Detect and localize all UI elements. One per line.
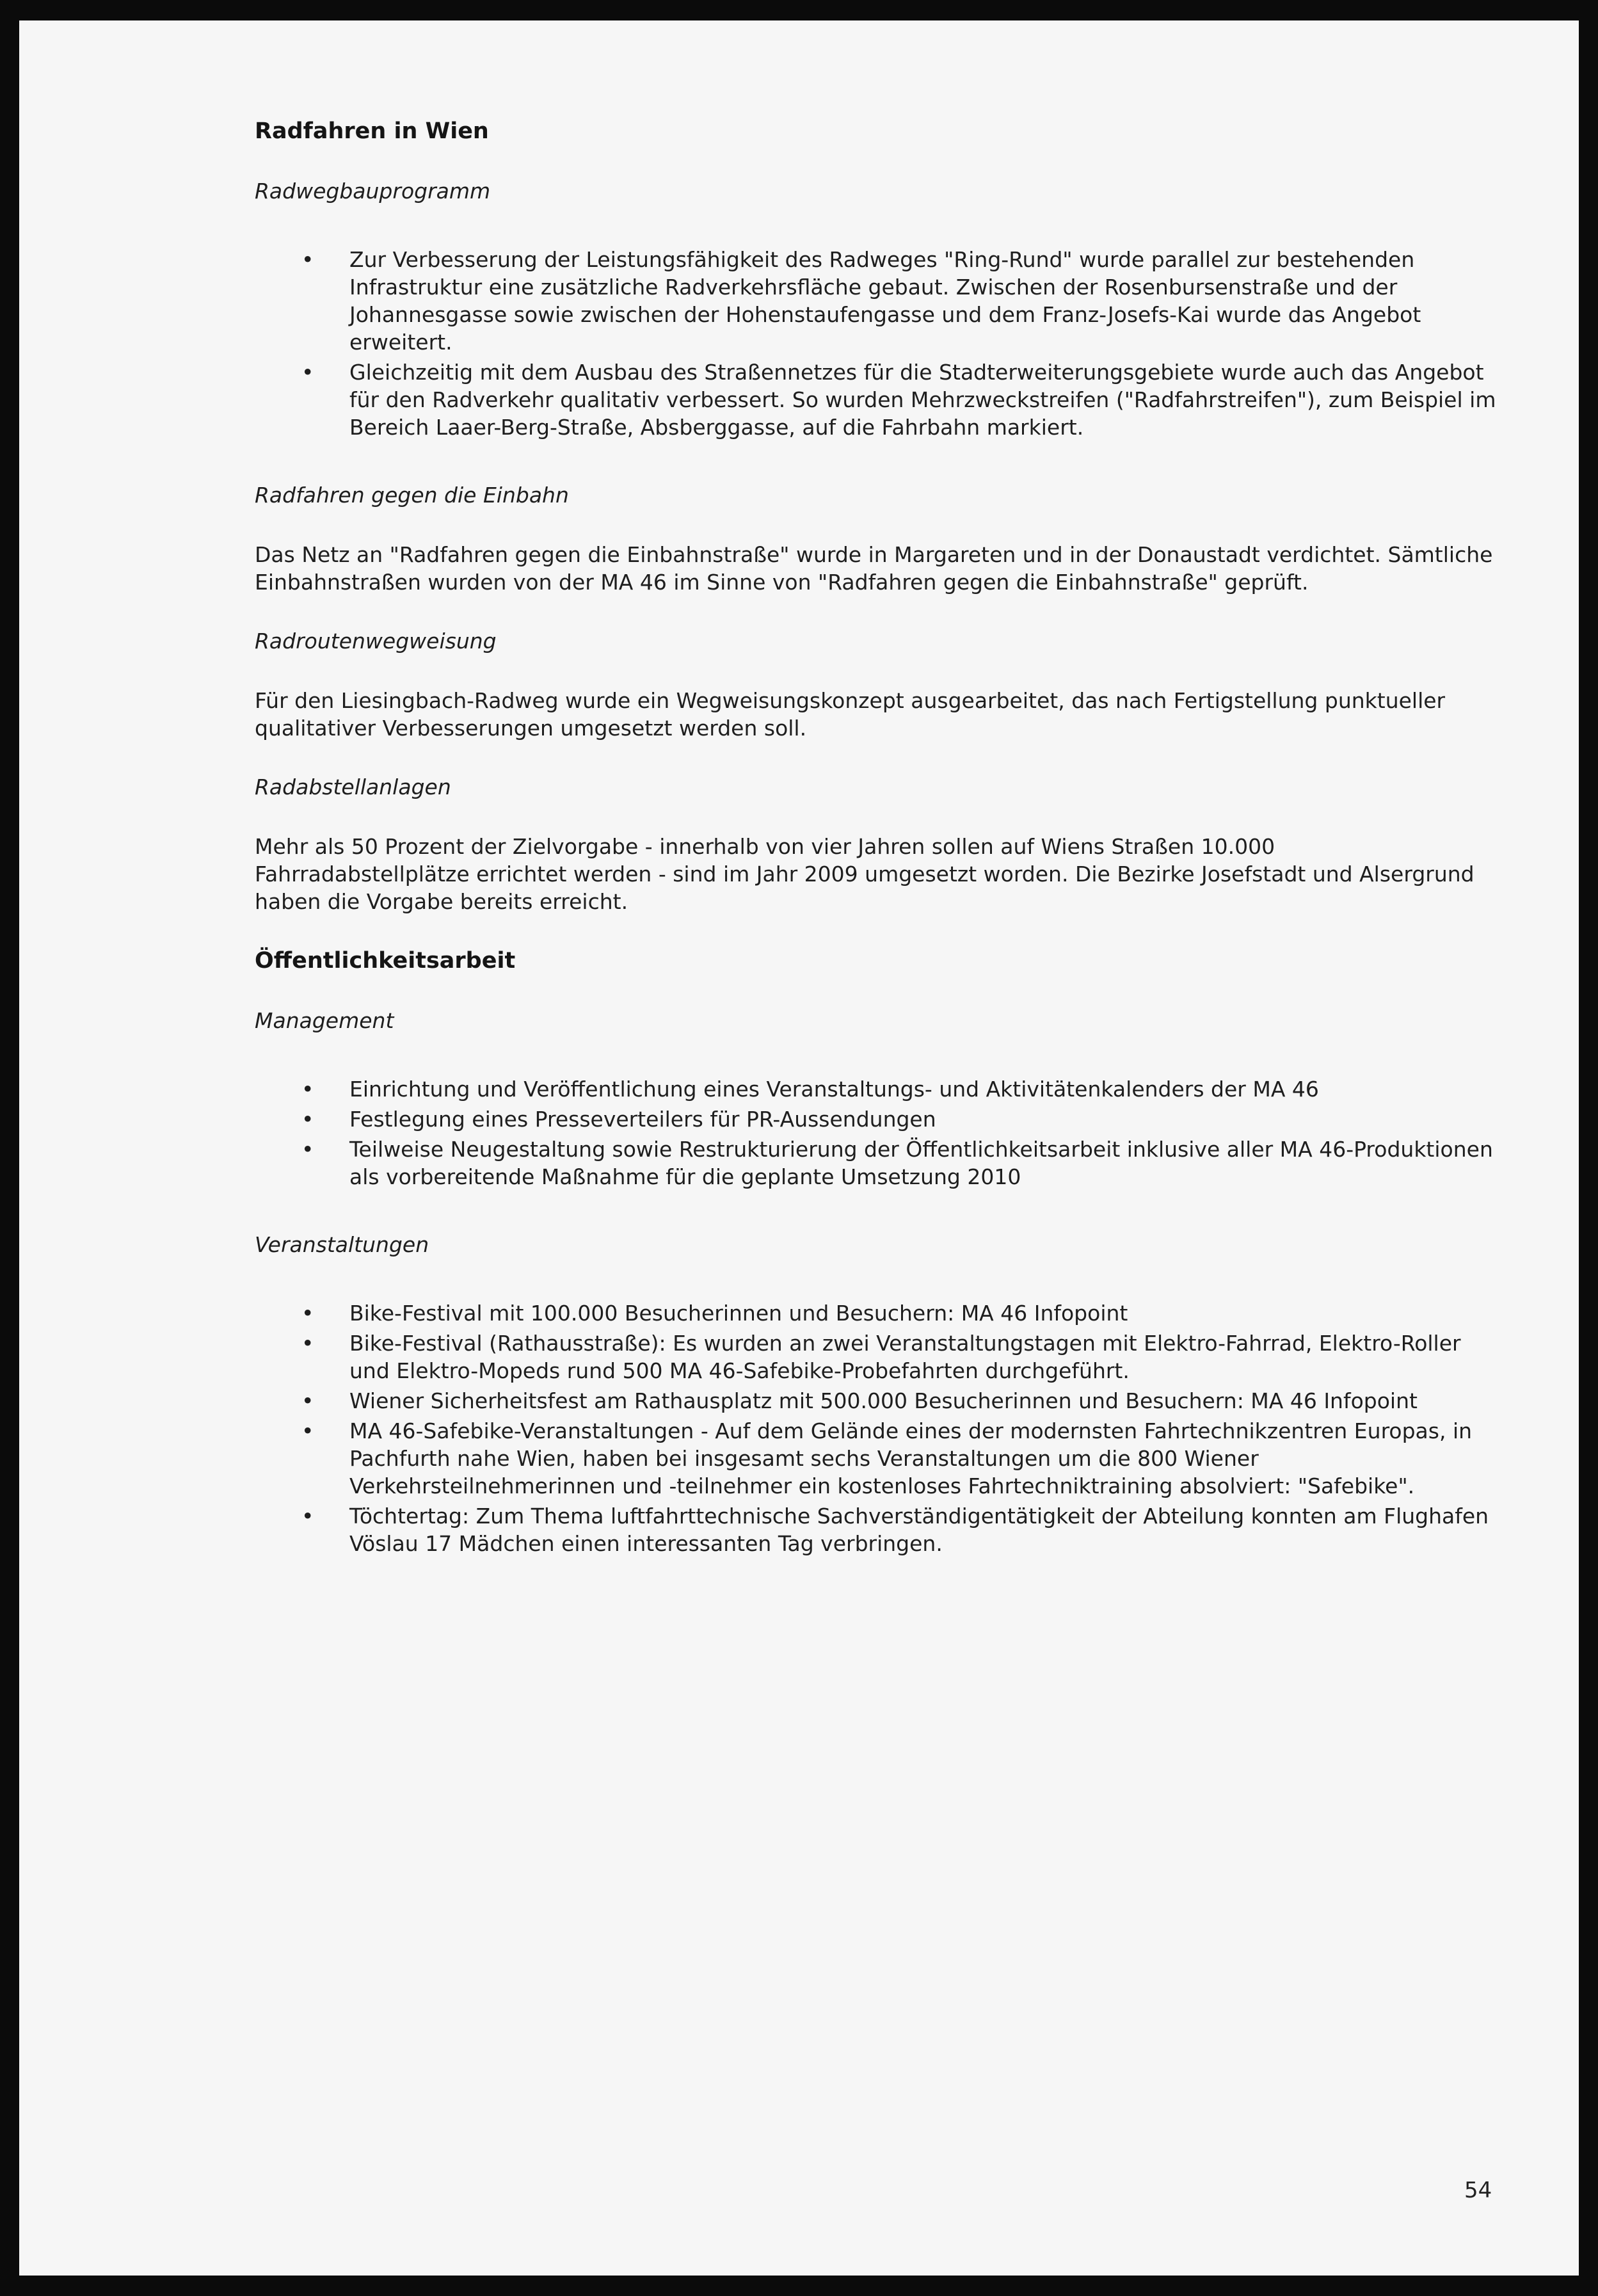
subtitle-radfahren-gegen-einbahn: Radfahren gegen die Einbahn <box>255 483 569 508</box>
subtitle-veranstaltungen: Veranstaltungen <box>255 1232 429 1257</box>
bullet-icon: • <box>301 1331 314 1356</box>
section-title-oeffentlichkeitsarbeit: Öffentlichkeitsarbeit <box>255 948 516 974</box>
list-item: • Zur Verbesserung der Leistungsfähigkeit des Radweges "Ring-Rund" wurde parallel zur bestehenden Infrastruktur eine zusätzliche Radverkehrsfläche gebaut. Zwischen der Rosenbursenstraße und der Johannesgasse sowie zwischen der Hohenstaufengasse und dem Franz-Josefs-Kai wurde das Angebot erweitert. <box>301 247 1421 355</box>
bullet-icon: • <box>301 247 314 272</box>
bullet-icon: • <box>301 1107 314 1132</box>
page-content <box>255 116 1496 1557</box>
bullet-icon: • <box>301 1077 314 1102</box>
list-management <box>255 1075 1496 1191</box>
list-item: • Festlegung eines Presseverteilers für PR-Aussendungen <box>301 1107 936 1132</box>
subtitle-management: Management <box>255 1008 394 1033</box>
list-radwegbauprogramm <box>255 246 1496 441</box>
subtitle-radroutenwegweisung: Radroutenwegweisung <box>255 629 497 654</box>
list-item: • Bike-Festival (Rathausstraße): Es wurden an zwei Veranstaltungstagen mit Elektro-Fahrrad, Elektro-Roller und Elektro-Mopeds rund 500 MA 46-Safebike-Probefahrten durchgeführt. <box>301 1331 1461 1383</box>
subtitle-radwegbauprogramm: Radwegbauprogramm <box>255 179 491 204</box>
bullet-icon: • <box>301 1418 314 1443</box>
list-item: • Gleichzeitig mit dem Ausbau des Straßennetzes für die Stadterweiterungsgebiete wurde auch das Angebot für den Radverkehr qualitativ verbessert. So wurden Mehrzweckstreifen ("Radfahrstreifen"), zum Beispiel im Bereich Laaer-Berg-Straße, Absberggasse, auf die Fahrbahn markiert. <box>301 360 1496 440</box>
list-item: • MA 46-Safebike-Veranstaltungen - Auf dem Gelände eines der modernsten Fahrtechnikzentren Europas, in Pachfurth nahe Wien, haben bei insgesamt sechs Veranstaltungen um die 800 Wiener Verkehrsteilnehmerinnen und -teilnehmer ein kostenloses Fahrtechniktraining absolviert: "Safebike". <box>301 1418 1473 1498</box>
paragraph-abstellanlagen: Mehr als 50 Prozent der Zielvorgabe - innerhalb von vier Jahren sollen auf Wiens Straßen 10.000 Fahrradabstellplätze errichtet werden - sind im Jahr 2009 umgesetzt worden. Die Bezirke Josefstadt und Alsergrund haben die Vorgabe bereits erreicht. <box>255 834 1474 914</box>
document-page <box>19 20 1579 2276</box>
paragraph-einbahn: Das Netz an "Radfahren gegen die Einbahnstraße" wurde in Margareten und in der Donaustadt verdichtet. Sämtliche Einbahnstraßen wurden von der MA 46 im Sinne von "Radfahren gegen die Einbahnstraße" geprüft. <box>255 542 1493 595</box>
list-item: • Teilweise Neugestaltung sowie Restrukturierung der Öffentlichkeitsarbeit inklusive aller MA 46-Produktionen als vorbereitende Maßnahme für die geplante Umsetzung 2010 <box>301 1137 1493 1189</box>
bullet-icon: • <box>301 360 314 385</box>
bullet-icon: • <box>301 1504 314 1529</box>
subtitle-radabstellanlagen: Radabstellanlagen <box>255 775 451 799</box>
bullet-icon: • <box>301 1137 314 1162</box>
bullet-icon: • <box>301 1301 314 1326</box>
list-veranstaltungen <box>255 1299 1496 1557</box>
page-number: 54 <box>1464 2178 1492 2203</box>
bullet-icon: • <box>301 1388 314 1413</box>
list-item: • Töchtertag: Zum Thema luftfahrttechnische Sachverständigentätigkeit der Abteilung konnten am Flughafen Vöslau 17 Mädchen einen interessanten Tag verbringen. <box>301 1504 1489 1556</box>
list-item: • Wiener Sicherheitsfest am Rathausplatz mit 500.000 Besucherinnen und Besuchern: MA 46 Infopoint <box>301 1388 1418 1413</box>
list-item: • Bike-Festival mit 100.000 Besucherinnen und Besuchern: MA 46 Infopoint <box>301 1301 1128 1326</box>
section-title-radfahren: Radfahren in Wien <box>255 118 489 144</box>
list-item: • Einrichtung und Veröffentlichung eines Veranstaltungs- und Aktivitätenkalenders der MA 46 <box>301 1077 1319 1102</box>
paragraph-wegweisung: Für den Liesingbach-Radweg wurde ein Wegweisungskonzept ausgearbeitet, das nach Fertigstellung punktueller qualitativer Verbesserungen umgesetzt werden soll. <box>255 688 1446 741</box>
